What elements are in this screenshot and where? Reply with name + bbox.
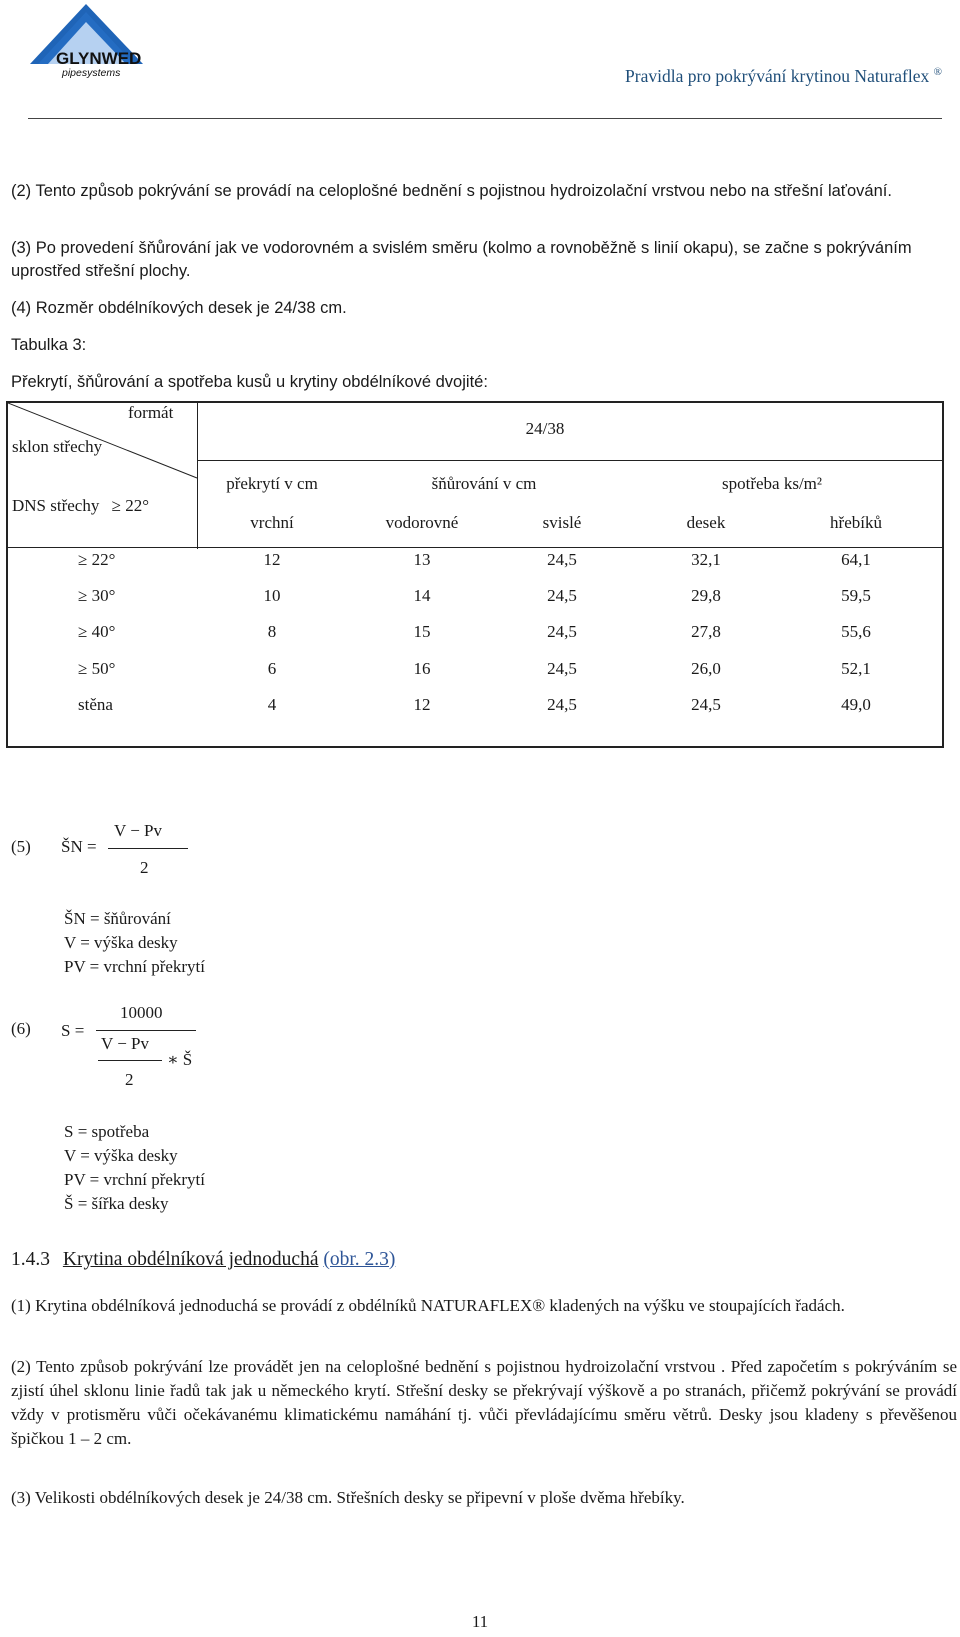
- formula-5-lhs: ŠN =: [61, 837, 97, 856]
- dns-label: [12, 496, 149, 516]
- table-cell: 4: [267, 695, 277, 714]
- page-number: 11: [471, 1612, 489, 1631]
- legend-line: Š = šířka desky: [64, 1194, 169, 1213]
- figure-reference-link[interactable]: (obr. 2.3): [323, 1249, 396, 1270]
- sub-header-boards: desek: [686, 513, 726, 532]
- table-cell: 59,5: [841, 586, 871, 605]
- formula-6-inner-denominator: 2: [125, 1070, 134, 1089]
- group-header-overlap: překrytí v cm: [226, 474, 318, 493]
- legend-line: PV = vrchní překrytí: [64, 957, 206, 976]
- table-cell: 6: [267, 659, 277, 678]
- sub-header-top: vrchní: [250, 513, 294, 532]
- row-label: stěna: [78, 695, 113, 714]
- table-cell: 24,5: [547, 550, 577, 569]
- format-value: 24/38: [525, 419, 565, 438]
- row-label: ≥ 22°: [78, 550, 116, 569]
- section-heading: [11, 1249, 395, 1271]
- table-cell: 52,1: [841, 659, 871, 678]
- section-number: 1.4.3: [11, 1249, 50, 1270]
- table-cell: 12: [413, 695, 431, 714]
- formula-6-number: (6): [11, 1019, 31, 1038]
- paragraph-3: (3) Po provedení šňůrování jak ve vodorovném a svislém směru (kolmo a rovnoběžně s linií okapu), se začne s pokrýváním uprostřed střešní plochy.: [11, 239, 912, 280]
- table-cell: 10: [263, 586, 281, 605]
- dns-label-text: DNS střechy: [12, 496, 100, 515]
- table-cell: 29,8: [691, 586, 721, 605]
- table-cell: 49,0: [841, 695, 871, 714]
- paragraph-2: (2) Tento způsob pokrývání se provádí na celoplošné bednění s pojistnou hydroizolační vrstvou nebo na střešní laťování.: [11, 182, 892, 200]
- table-label: Tabulka 3:: [11, 336, 87, 354]
- legend-line: V = výška desky: [64, 933, 178, 952]
- header-divider-h1: [197, 460, 942, 461]
- table-cell: 12: [263, 550, 281, 569]
- section-title: Krytina obdélníková jednoduchá: [62, 1249, 319, 1270]
- table-cell: 26,0: [691, 659, 721, 678]
- formula-5-legend: [64, 907, 205, 979]
- header-title-text: Pravidla pro pokrývání krytinou Naturaflex: [625, 66, 930, 86]
- corner-bottom-label: sklon střechy: [12, 437, 103, 456]
- formula-6-inner-fraction-bar: [98, 1060, 162, 1061]
- list-item-3: (3) Velikosti obdélníkových desek je 24/38 cm. Střešních desky se připevní v ploše dvěma hřebíky.: [11, 1488, 685, 1507]
- group-header-string: šňůrování v cm: [431, 474, 537, 493]
- header-divider-vertical: [197, 403, 198, 549]
- table-cell: 16: [413, 659, 431, 678]
- header-divider: [28, 118, 942, 119]
- list-item-2: (2) Tento způsob pokrývání lze provádět jen na celoplošné bednění s pojistnou hydroizolační vrstvou . Před započetím s pokrýváním se zjistí úhel sklonu linie řadů tak jak u německého krytí. Střešní desky se překrývají výškově a po stranách, přičemž pokrývání se provádí vždy v protisměru vůči očekávanému klimatickému namáhání tj. vůči převládajícímu směru větrů. Desky jsou kladeny s převěšenou špičkou 1 – 2 cm.: [11, 1357, 957, 1448]
- sub-header-nails: hřebíků: [830, 513, 882, 532]
- formula-6-legend: [64, 1120, 205, 1216]
- header-divider-h2: [8, 547, 942, 548]
- legend-line: ŠN = šňůrování: [64, 909, 171, 928]
- sub-header-vertical: svislé: [542, 513, 582, 532]
- table-caption: Překrytí, šňůrování a spotřeba kusů u krytiny obdélníkové dvojité:: [11, 373, 488, 391]
- formula-5-numerator: V − Pv: [114, 821, 163, 840]
- formula-6-numerator: 10000: [120, 1003, 163, 1022]
- table-cell: 27,8: [691, 622, 721, 641]
- table-cell: 14: [413, 586, 431, 605]
- header-title: [625, 66, 942, 87]
- table-cell: 32,1: [691, 550, 721, 569]
- group-header-consumption: spotřeba ks/m²: [722, 474, 822, 493]
- glynwed-logo: [28, 2, 148, 80]
- table-cell: 24,5: [547, 586, 577, 605]
- registered-mark: ®: [933, 66, 942, 79]
- table-cell: 8: [267, 622, 277, 641]
- row-label: ≥ 30°: [78, 586, 116, 605]
- corner-top-label: formát: [128, 403, 174, 422]
- table-cell: 24,5: [547, 659, 577, 678]
- formula-6-lhs: S =: [61, 1021, 85, 1040]
- logo-sub: pipesystems: [62, 67, 121, 79]
- formula-6-inner-numerator: V − Pv: [101, 1034, 150, 1053]
- table-cell: 64,1: [841, 550, 871, 569]
- legend-line: PV = vrchní překrytí: [64, 1170, 206, 1189]
- legend-line: S = spotřeba: [64, 1122, 150, 1141]
- formula-6-multiplier: ∗ Š: [167, 1050, 193, 1069]
- formula-5-fraction-bar: [108, 848, 188, 849]
- logo-triangle-icon: [28, 2, 148, 80]
- row-label: ≥ 50°: [78, 659, 116, 678]
- table-cell: 13: [413, 550, 431, 569]
- row-label: ≥ 40°: [78, 622, 116, 641]
- sub-header-horizontal: vodorovné: [385, 513, 459, 532]
- formula-5-denominator: 2: [140, 858, 149, 877]
- paragraph-4: (4) Rozměr obdélníkových desek je 24/38 cm.: [11, 299, 347, 317]
- formula-5-number: (5): [11, 837, 31, 856]
- legend-line: V = výška desky: [64, 1146, 178, 1165]
- table-cell: 55,6: [841, 622, 871, 641]
- formula-6-fraction-bar: [96, 1030, 196, 1031]
- table-cell: 15: [413, 622, 431, 641]
- consumption-table: [6, 401, 944, 748]
- logo-name: GLYNWED: [56, 49, 142, 68]
- table-cell: 24,5: [547, 695, 577, 714]
- table-cell: 24,5: [547, 622, 577, 641]
- list-item-1: (1) Krytina obdélníková jednoduchá se provádí z obdélníků NATURAFLEX® kladených na výšku ve stoupajících řadách.: [11, 1296, 845, 1315]
- dns-value: ≥ 22°: [111, 496, 149, 515]
- table-cell: 24,5: [691, 695, 721, 714]
